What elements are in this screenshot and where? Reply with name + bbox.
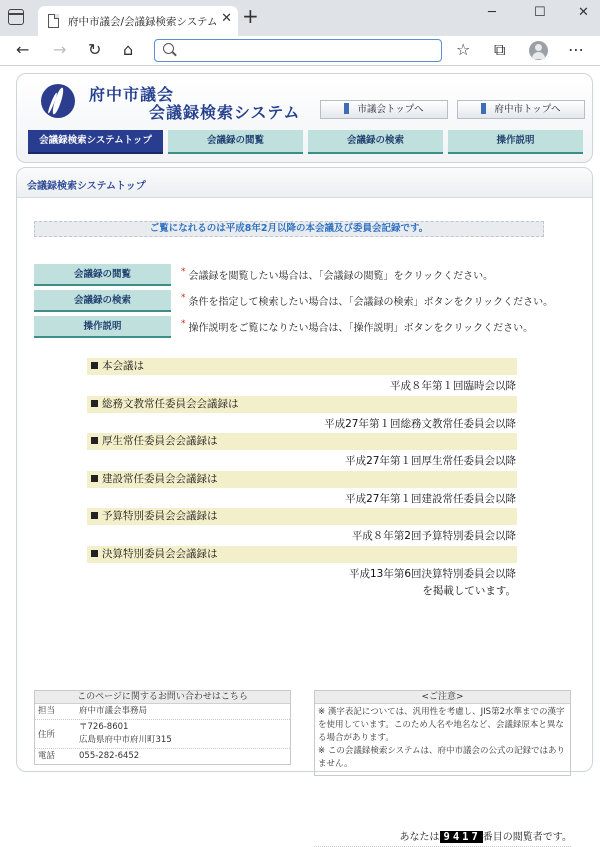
bullet-square-icon bbox=[91, 362, 98, 369]
contact-row bbox=[35, 720, 290, 749]
contact-value: 055-282-6452 bbox=[79, 751, 140, 761]
city-top-link[interactable]: 府中市トップへ bbox=[457, 100, 585, 119]
address-bar[interactable] bbox=[154, 39, 442, 62]
council-top-link[interactable]: 市議会トップへ bbox=[320, 100, 448, 119]
tab-browse[interactable]: 会議録の閲覧 bbox=[168, 130, 303, 154]
profile-icon[interactable] bbox=[529, 41, 548, 60]
record-label: 建設常任委員会会議録は bbox=[87, 471, 517, 488]
visitor-counter bbox=[400, 828, 573, 843]
browse-description: * 会議録を閲覧したい場合は、「会議録の閲覧」をクリックください。 bbox=[181, 267, 494, 282]
browser-tabstrip bbox=[0, 0, 600, 36]
contact-row bbox=[35, 704, 290, 720]
site-title-line1: 府中市議会 bbox=[89, 85, 175, 104]
breadcrumb-bar bbox=[17, 168, 592, 198]
record-label: 厚生常任委員会会議録は bbox=[87, 433, 517, 450]
counter-suffix: 番目の閲覧者です。 bbox=[482, 832, 572, 843]
contact-key: 担当 bbox=[38, 706, 56, 716]
collections-icon[interactable]: ⧉ bbox=[494, 40, 506, 59]
search-button[interactable]: 会議録の検索 bbox=[34, 290, 171, 312]
help-button[interactable]: 操作説明 bbox=[34, 316, 171, 338]
bullet-square-icon bbox=[91, 437, 98, 444]
link-bar-icon bbox=[481, 103, 486, 114]
favorites-icon[interactable]: ☆ bbox=[456, 40, 471, 59]
help-description: * 操作説明をご覧になりたい場合は、「操作説明」ボタンをクリックください。 bbox=[181, 319, 534, 334]
record-value: 平成８年第2回予算特別委員会以降 bbox=[351, 530, 516, 542]
tab-system-top[interactable]: 会議録検索システムトップ bbox=[28, 130, 163, 154]
tab-help[interactable]: 操作説明 bbox=[448, 130, 583, 154]
tab-search[interactable]: 会議録の検索 bbox=[308, 130, 443, 154]
browser-navbar bbox=[0, 36, 600, 66]
records-footer: を掲載しています。 bbox=[422, 585, 516, 597]
counter-digits: 9417 bbox=[440, 831, 483, 843]
counter-prefix: あなたは bbox=[399, 832, 440, 843]
browse-button[interactable]: 会議録の閲覧 bbox=[34, 264, 171, 286]
contact-heading: このページに関するお問い合わせはこちら bbox=[35, 691, 290, 704]
page-icon bbox=[48, 14, 59, 28]
content-panel bbox=[16, 167, 593, 843]
page-viewport bbox=[0, 67, 600, 843]
close-window-icon[interactable]: ✕ bbox=[578, 5, 589, 20]
bullet-square-icon bbox=[91, 512, 98, 519]
contact-value: 広島県府中市府川町315 bbox=[79, 735, 172, 745]
site-header bbox=[16, 73, 593, 163]
contact-value: 府中市議会事務局 bbox=[79, 706, 148, 716]
bullet-square-icon bbox=[91, 400, 98, 407]
bullet-square-icon bbox=[91, 550, 98, 557]
search-description: * 条件を指定して検索したい場合は、「会議録の検索」ボタンをクリックください。 bbox=[181, 293, 554, 308]
address-input[interactable] bbox=[181, 42, 431, 58]
new-tab-icon[interactable]: + bbox=[242, 4, 259, 28]
forward-icon[interactable]: → bbox=[53, 40, 67, 59]
link-bar-icon bbox=[344, 103, 349, 114]
notice-banner: ご覧になれるのは平成8年2月以降の本会議及び委員会記録です。 bbox=[34, 221, 544, 237]
contact-box bbox=[34, 690, 291, 765]
caution-heading: <ご注意> bbox=[315, 691, 570, 704]
asterisk-icon: * bbox=[181, 293, 186, 303]
caution-text: ※ この会議録検索システムは、府中市議会の公式の記録ではありません。 bbox=[318, 746, 565, 769]
bullet-square-icon bbox=[91, 475, 98, 482]
contact-row bbox=[35, 749, 290, 764]
contact-key: 住所 bbox=[38, 730, 56, 740]
record-value: 平成13年第6回決算特別委員会以降 bbox=[348, 568, 516, 580]
breadcrumb: 会議録検索システムトップ bbox=[27, 181, 146, 192]
window-menu-icon[interactable] bbox=[8, 9, 24, 25]
maximize-icon[interactable]: ☐ bbox=[534, 5, 546, 20]
site-title-line2: 会議録検索システム bbox=[149, 103, 301, 122]
more-icon[interactable]: ⋯ bbox=[568, 40, 584, 59]
contact-value: 〒726-8601 bbox=[79, 722, 129, 732]
home-icon[interactable]: ⌂ bbox=[123, 40, 134, 59]
back-icon[interactable]: ← bbox=[16, 40, 30, 59]
record-value: 平成27年第１回厚生常任委員会以降 bbox=[345, 455, 516, 467]
record-label: 本会議は bbox=[87, 358, 517, 375]
record-label: 総務文教常任委員会会議録は bbox=[87, 396, 517, 413]
browser-tab[interactable] bbox=[38, 6, 238, 36]
asterisk-icon: * bbox=[181, 267, 186, 277]
record-value: 平成27年第１回総務文教常任委員会以降 bbox=[324, 418, 516, 430]
search-icon bbox=[163, 43, 174, 54]
caution-text: ※ 漢字表記については、汎用性を考慮し、JIS第2水準までの漢字を使用しています。このため人名や地名など、会議録原本と異なる場合があります。 bbox=[318, 707, 565, 743]
minimize-icon[interactable]: ─ bbox=[488, 5, 496, 20]
refresh-icon[interactable]: ↻ bbox=[88, 40, 102, 59]
record-value: 平成８年第１回臨時会以降 bbox=[390, 380, 516, 392]
caution-box bbox=[314, 690, 571, 776]
contact-key: 電話 bbox=[38, 751, 56, 761]
tab-close-icon[interactable]: ✕ bbox=[221, 11, 232, 26]
record-value: 平成27年第１回建設常任委員会以降 bbox=[345, 493, 516, 505]
record-label: 決算特別委員会会議録は bbox=[87, 546, 517, 563]
asterisk-icon: * bbox=[181, 319, 186, 329]
city-logo-icon[interactable] bbox=[41, 84, 75, 118]
record-label: 予算特別委員会会議録は bbox=[87, 508, 517, 525]
tab-title: 府中市議会/会議録検索システム bbox=[68, 16, 218, 28]
